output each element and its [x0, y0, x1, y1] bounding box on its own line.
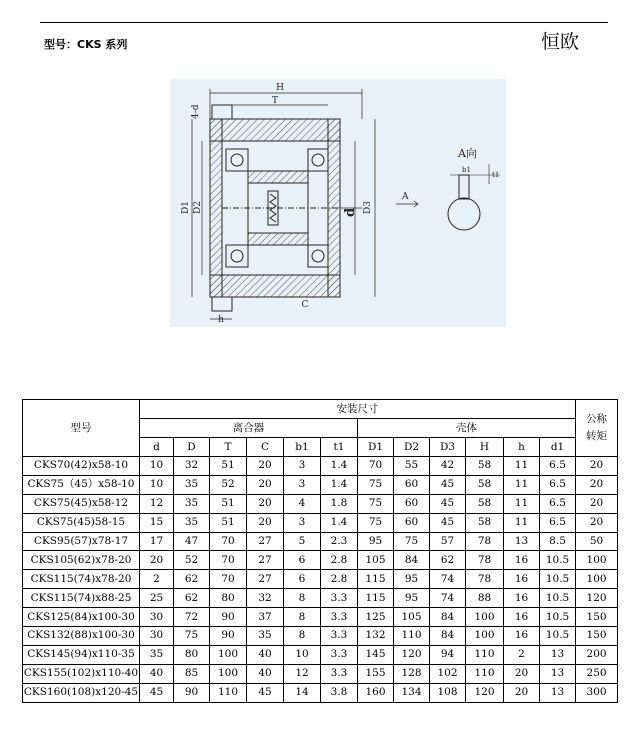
row-value-cell: 132	[358, 627, 394, 646]
row-value-cell: 58	[466, 513, 504, 532]
row-value-cell: 110	[466, 664, 504, 683]
row-value-cell: 3.3	[321, 589, 358, 608]
row-value-cell: 70	[210, 532, 247, 551]
row-value-cell: 50	[576, 532, 618, 551]
row-value-cell: 95	[358, 532, 394, 551]
row-value-cell: 75	[394, 532, 430, 551]
brand-name: 恒欧	[541, 31, 580, 53]
row-value-cell: 16	[504, 608, 540, 627]
row-value-cell: 10.5	[540, 551, 576, 570]
row-value-cell: 110	[394, 627, 430, 646]
row-value-cell: 70	[210, 570, 247, 589]
table-row	[23, 570, 618, 589]
row-value-cell: 45	[430, 494, 466, 513]
row-value-cell: 100	[210, 664, 247, 683]
row-value-cell: 78	[466, 570, 504, 589]
table-row	[23, 664, 618, 683]
row-value-cell: 80	[174, 645, 210, 664]
row-value-cell: 2.8	[321, 551, 358, 570]
row-value-cell: 155	[358, 664, 394, 683]
row-value-cell: 40	[140, 664, 174, 683]
col-header: D2	[394, 438, 430, 457]
row-value-cell: 105	[394, 608, 430, 627]
dim-H-label: H	[276, 83, 284, 93]
row-value-cell: 70	[210, 551, 247, 570]
table-row	[23, 457, 618, 476]
row-value-cell: 35	[174, 494, 210, 513]
col-header: C	[247, 438, 284, 457]
row-value-cell: 94	[430, 645, 466, 664]
header-clutch: 离合器	[140, 419, 358, 438]
row-value-cell: 75	[174, 627, 210, 646]
row-value-cell: 16	[504, 551, 540, 570]
row-value-cell: 27	[247, 570, 284, 589]
dim-b1-label: b1	[462, 166, 471, 174]
table-row	[23, 551, 618, 570]
row-value-cell: 115	[358, 570, 394, 589]
row-value-cell: 11	[504, 494, 540, 513]
row-value-cell: 6	[284, 570, 321, 589]
row-value-cell: 20	[576, 494, 618, 513]
row-value-cell: 55	[394, 457, 430, 476]
row-value-cell: 25	[140, 589, 174, 608]
row-value-cell: 6.5	[540, 457, 576, 476]
row-value-cell: 145	[358, 645, 394, 664]
row-value-cell: 8	[284, 608, 321, 627]
row-value-cell: 58	[466, 494, 504, 513]
col-header: d1	[540, 438, 576, 457]
row-value-cell: 3	[284, 513, 321, 532]
row-value-cell: 2.3	[321, 532, 358, 551]
header-torque-line-1: 公称	[586, 413, 608, 425]
row-value-cell: 115	[358, 589, 394, 608]
row-value-cell: 88	[466, 589, 504, 608]
dim-t1-label: t1	[492, 171, 500, 179]
row-model-cell: CKS75(45)x58-12	[23, 494, 140, 513]
row-value-cell: 32	[174, 457, 210, 476]
row-value-cell: 35	[140, 645, 174, 664]
row-model-cell: CKS95(57)x78-17	[23, 532, 140, 551]
row-value-cell: 20	[247, 457, 284, 476]
row-value-cell: 75	[358, 513, 394, 532]
row-value-cell: 3.3	[321, 645, 358, 664]
dim-D2-label: D2	[193, 201, 203, 214]
specification-table	[22, 399, 618, 703]
row-value-cell: 102	[430, 664, 466, 683]
row-value-cell: 20	[140, 551, 174, 570]
row-value-cell: 58	[466, 457, 504, 476]
row-value-cell: 30	[140, 608, 174, 627]
row-model-cell: CKS155(102)x110-40	[23, 664, 140, 683]
row-value-cell: 6.5	[540, 513, 576, 532]
row-value-cell: 200	[576, 645, 618, 664]
row-value-cell: 160	[358, 683, 394, 702]
header-install-dims: 安装尺寸	[140, 400, 576, 419]
row-model-cell: CKS70(42)x58-10	[23, 457, 140, 476]
row-value-cell: 8	[284, 589, 321, 608]
col-header: b1	[284, 438, 321, 457]
row-value-cell: 20	[504, 683, 540, 702]
row-value-cell: 60	[394, 494, 430, 513]
row-value-cell: 1.4	[321, 513, 358, 532]
row-model-cell: CKS75(45)58-15	[23, 513, 140, 532]
row-value-cell: 8.5	[540, 532, 576, 551]
row-value-cell: 120	[466, 683, 504, 702]
row-value-cell: 74	[430, 589, 466, 608]
table-row	[23, 608, 618, 627]
row-value-cell: 10	[284, 645, 321, 664]
clutch-technical-drawing	[170, 79, 506, 327]
header-rule	[40, 22, 608, 23]
row-value-cell: 60	[394, 475, 430, 494]
row-value-cell: 15	[140, 513, 174, 532]
row-model-cell: CKS145(94)x110-35	[23, 645, 140, 664]
row-value-cell: 30	[140, 627, 174, 646]
row-value-cell: 45	[430, 475, 466, 494]
row-value-cell: 78	[466, 551, 504, 570]
row-value-cell: 20	[576, 513, 618, 532]
row-model-cell: CKS115(74)x78-20	[23, 570, 140, 589]
col-header: T	[210, 438, 247, 457]
row-value-cell: 72	[174, 608, 210, 627]
row-value-cell: 10	[140, 475, 174, 494]
view-arrow-A-label: A	[402, 192, 409, 202]
row-value-cell: 3.8	[321, 683, 358, 702]
row-value-cell: 52	[210, 475, 247, 494]
dim-h-label: h	[218, 315, 224, 325]
row-model-cell: CKS125(84)x100-30	[23, 608, 140, 627]
row-value-cell: 13	[540, 664, 576, 683]
row-value-cell: 20	[247, 475, 284, 494]
row-value-cell: 45	[140, 683, 174, 702]
row-value-cell: 8	[284, 627, 321, 646]
row-model-cell: CKS115(74)x88-25	[23, 589, 140, 608]
row-model-cell: CKS75（45）x58-10	[23, 475, 140, 494]
row-value-cell: 100	[210, 645, 247, 664]
row-value-cell: 11	[504, 457, 540, 476]
row-value-cell: 62	[174, 570, 210, 589]
row-value-cell: 51	[210, 494, 247, 513]
row-value-cell: 125	[358, 608, 394, 627]
dim-C-label: C	[301, 300, 309, 310]
row-value-cell: 2	[504, 645, 540, 664]
row-value-cell: 14	[284, 683, 321, 702]
row-value-cell: 108	[430, 683, 466, 702]
row-value-cell: 3.3	[321, 608, 358, 627]
model-series-label: 型号：CKS 系列	[44, 38, 128, 51]
row-value-cell: 110	[210, 683, 247, 702]
row-value-cell: 10.5	[540, 589, 576, 608]
table-row	[23, 589, 618, 608]
row-value-cell: 35	[247, 627, 284, 646]
row-value-cell: 37	[247, 608, 284, 627]
col-header: d	[140, 438, 174, 457]
row-value-cell: 6.5	[540, 475, 576, 494]
row-value-cell: 35	[174, 475, 210, 494]
row-value-cell: 40	[247, 664, 284, 683]
row-value-cell: 10	[140, 457, 174, 476]
row-model-cell: CKS132(88)x100-30	[23, 627, 140, 646]
row-value-cell: 1.4	[321, 457, 358, 476]
row-model-cell: CKS160(108)x120-45	[23, 683, 140, 702]
row-value-cell: 12	[284, 664, 321, 683]
row-value-cell: 4	[284, 494, 321, 513]
row-value-cell: 3.3	[321, 627, 358, 646]
row-value-cell: 128	[394, 664, 430, 683]
row-value-cell: 20	[576, 475, 618, 494]
row-value-cell: 16	[504, 627, 540, 646]
row-value-cell: 300	[576, 683, 618, 702]
row-value-cell: 84	[394, 551, 430, 570]
col-header: H	[466, 438, 504, 457]
row-value-cell: 11	[504, 513, 540, 532]
row-value-cell: 5	[284, 532, 321, 551]
row-value-cell: 17	[140, 532, 174, 551]
row-value-cell: 10.5	[540, 570, 576, 589]
header-torque-line-2: 转矩	[586, 430, 608, 442]
row-value-cell: 13	[540, 645, 576, 664]
table-row	[23, 532, 618, 551]
row-value-cell: 90	[210, 627, 247, 646]
col-header: D3	[430, 438, 466, 457]
row-value-cell: 95	[394, 570, 430, 589]
col-header: t1	[321, 438, 358, 457]
row-value-cell: 80	[210, 589, 247, 608]
row-value-cell: 100	[576, 551, 618, 570]
row-value-cell: 6	[284, 551, 321, 570]
row-value-cell: 120	[576, 589, 618, 608]
row-value-cell: 10.5	[540, 627, 576, 646]
row-value-cell: 40	[247, 645, 284, 664]
row-value-cell: 2.8	[321, 570, 358, 589]
row-value-cell: 3.3	[321, 664, 358, 683]
row-value-cell: 105	[358, 551, 394, 570]
row-value-cell: 62	[430, 551, 466, 570]
row-value-cell: 52	[174, 551, 210, 570]
dim-d-label: d	[343, 207, 358, 217]
row-value-cell: 45	[247, 683, 284, 702]
row-value-cell: 250	[576, 664, 618, 683]
row-value-cell: 150	[576, 627, 618, 646]
header-housing: 壳体	[358, 419, 576, 438]
row-value-cell: 58	[466, 475, 504, 494]
row-value-cell: 42	[430, 457, 466, 476]
row-value-cell: 51	[210, 457, 247, 476]
row-value-cell: 13	[504, 532, 540, 551]
table-row	[23, 475, 618, 494]
row-value-cell: 90	[210, 608, 247, 627]
row-value-cell: 78	[466, 532, 504, 551]
row-value-cell: 85	[174, 664, 210, 683]
dim-4d-label: 4-d	[191, 104, 201, 119]
row-value-cell: 16	[504, 589, 540, 608]
row-value-cell: 100	[466, 608, 504, 627]
row-value-cell: 95	[394, 589, 430, 608]
row-value-cell: 27	[247, 532, 284, 551]
col-header: D1	[358, 438, 394, 457]
row-value-cell: 51	[210, 513, 247, 532]
row-value-cell: 110	[466, 645, 504, 664]
row-value-cell: 13	[540, 683, 576, 702]
row-value-cell: 45	[430, 513, 466, 532]
header-torque	[576, 400, 618, 457]
dim-D3-label: D3	[363, 201, 373, 214]
table-row	[23, 494, 618, 513]
col-header: h	[504, 438, 540, 457]
row-value-cell: 32	[247, 589, 284, 608]
row-value-cell: 3	[284, 457, 321, 476]
a-view-title: A向	[458, 147, 477, 160]
row-value-cell: 47	[174, 532, 210, 551]
row-value-cell: 1.8	[321, 494, 358, 513]
row-value-cell: 150	[576, 608, 618, 627]
row-value-cell: 100	[466, 627, 504, 646]
row-value-cell: 3	[284, 475, 321, 494]
table-row	[23, 683, 618, 702]
row-value-cell: 60	[394, 513, 430, 532]
row-value-cell: 2	[140, 570, 174, 589]
row-value-cell: 134	[394, 683, 430, 702]
row-value-cell: 75	[358, 494, 394, 513]
row-value-cell: 11	[504, 475, 540, 494]
dim-T-label: T	[271, 96, 279, 106]
row-value-cell: 16	[504, 570, 540, 589]
row-value-cell: 20	[247, 494, 284, 513]
row-value-cell: 70	[358, 457, 394, 476]
row-value-cell: 62	[174, 589, 210, 608]
row-model-cell: CKS105(62)x78-20	[23, 551, 140, 570]
table-row	[23, 513, 618, 532]
table-header-row-1	[23, 400, 618, 419]
row-value-cell: 75	[358, 475, 394, 494]
row-value-cell: 1.4	[321, 475, 358, 494]
row-value-cell: 100	[576, 570, 618, 589]
row-value-cell: 6.5	[540, 494, 576, 513]
row-value-cell: 84	[430, 608, 466, 627]
row-value-cell: 20	[576, 457, 618, 476]
row-value-cell: 27	[247, 551, 284, 570]
row-value-cell: 12	[140, 494, 174, 513]
row-value-cell: 120	[394, 645, 430, 664]
row-value-cell: 57	[430, 532, 466, 551]
table-row	[23, 645, 618, 664]
row-value-cell: 90	[174, 683, 210, 702]
row-value-cell: 10.5	[540, 608, 576, 627]
dim-D1-label: D1	[181, 201, 191, 214]
row-value-cell: 84	[430, 627, 466, 646]
header-model: 型号	[23, 400, 140, 457]
table-row	[23, 627, 618, 646]
row-value-cell: 20	[247, 513, 284, 532]
row-value-cell: 20	[504, 664, 540, 683]
col-header: D	[174, 438, 210, 457]
row-value-cell: 35	[174, 513, 210, 532]
row-value-cell: 74	[430, 570, 466, 589]
